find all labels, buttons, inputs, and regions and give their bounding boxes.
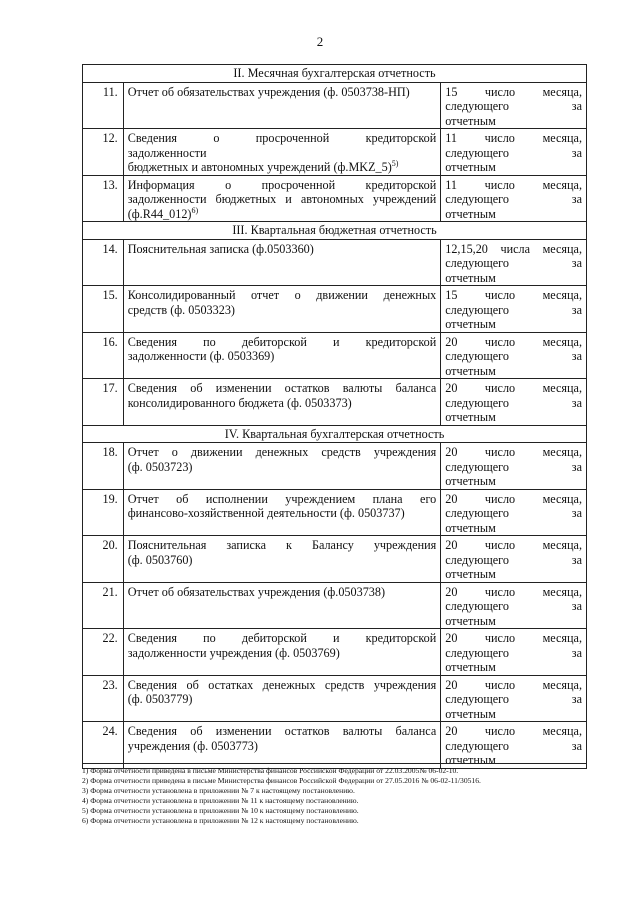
- deadline: [441, 175, 587, 222]
- deadline: [441, 332, 587, 379]
- report-name-line: Сведения о просроченной кредиторской: [127, 131, 437, 145]
- row-number: 14.: [83, 239, 124, 286]
- table-row: [83, 675, 587, 722]
- deadline-line: следующего за: [445, 395, 582, 410]
- deadline: [441, 582, 587, 629]
- report-name-line: Сведения по дебиторской и кредиторской: [127, 334, 437, 349]
- table-row: [83, 379, 587, 426]
- deadline: [441, 629, 587, 676]
- table-row: [83, 582, 587, 629]
- deadline-line: отчетным: [445, 753, 496, 767]
- deadline-line: отчетным: [445, 206, 496, 221]
- deadline-line: следующего за: [445, 599, 582, 613]
- deadline-line: 20 число месяца,: [445, 724, 582, 738]
- deadline-line: отчетным: [445, 474, 496, 488]
- deadline-line: 20 число месяца,: [445, 381, 582, 395]
- report-name-line: средств (ф. 0503323): [127, 302, 235, 317]
- row-number: 11.: [83, 82, 124, 129]
- row-number: 12.: [83, 129, 124, 176]
- deadline-line: 20 число месяца,: [445, 584, 582, 599]
- table-row: [83, 629, 587, 676]
- section-header: [83, 222, 587, 240]
- report-name-line: Отчет об обязательствах учреждения (ф. 0503738-НП): [127, 84, 410, 99]
- deadline-line: следующего за: [445, 99, 582, 113]
- report-name-line: Отчет об исполнении учреждением плана его: [127, 491, 437, 506]
- deadline-line: 15 число месяца,: [445, 288, 582, 302]
- deadline-line: следующего за: [445, 192, 582, 206]
- report-name-line: финансово-хозяйственной деятельности (ф. 0503737): [127, 506, 405, 520]
- deadline-line: следующего за: [445, 459, 582, 474]
- deadline-line: отчетным: [445, 520, 496, 535]
- table-row: [83, 175, 587, 222]
- section-header: [83, 425, 587, 443]
- deadline-line: 12,15,20 числа месяца,: [445, 241, 582, 256]
- report-name: [123, 675, 441, 722]
- deadline-line: отчетным: [445, 660, 496, 674]
- report-name: [123, 129, 441, 176]
- table-row: [83, 536, 587, 583]
- row-number: 17.: [83, 379, 124, 426]
- deadline-line: 20 число месяца,: [445, 491, 582, 506]
- deadline-line: 20 число месяца,: [445, 445, 582, 459]
- row-number: 16.: [83, 332, 124, 379]
- table-row: [83, 129, 587, 176]
- deadline-line: 20 число месяца,: [445, 334, 582, 349]
- report-name: [123, 332, 441, 379]
- deadline: [441, 286, 587, 333]
- report-name-line: задолженности бюджетных и автономных учреждений: [127, 192, 437, 206]
- report-name: [123, 489, 441, 536]
- row-number: 20.: [83, 536, 124, 583]
- footnote: 4) Форма отчетности установлена в приложении № 11 к настоящему постановлению.: [82, 796, 359, 805]
- report-name-line: Пояснительная записка к Балансу учреждения: [127, 538, 437, 552]
- deadline-line: 20 число месяца,: [445, 677, 582, 692]
- section-title: III. Квартальная бюджетная отчетность: [83, 222, 587, 240]
- reporting-table: [82, 64, 587, 769]
- report-name-line: Сведения об остатках денежных средств учреждения: [127, 677, 437, 692]
- report-name: [123, 629, 441, 676]
- deadline: [441, 536, 587, 583]
- deadline-line: 20 число месяца,: [445, 631, 582, 645]
- report-name: [123, 443, 441, 490]
- table-row: [83, 82, 587, 129]
- footnote: 2) Форма отчетности приведена в письме Министерства финансов Российской Федерации от 27.05.2016 № 06-02-11/30516.: [82, 776, 481, 785]
- table-row: [83, 286, 587, 333]
- row-number: 24.: [83, 722, 124, 769]
- footnote-ref: 6): [191, 205, 199, 215]
- report-name: [123, 582, 441, 629]
- section-title: II. Месячная бухгалтерская отчетность: [83, 65, 587, 83]
- deadline-line: отчетным: [445, 410, 496, 424]
- deadline-line: отчетным: [445, 270, 496, 285]
- footnotes: [82, 763, 587, 826]
- deadline-line: следующего за: [445, 738, 582, 753]
- report-name-line: задолженности учреждения (ф. 0503769): [127, 645, 340, 660]
- deadline-line: следующего за: [445, 349, 582, 363]
- table-row: [83, 239, 587, 286]
- report-name: [123, 536, 441, 583]
- report-name-line: (ф. 0503779): [127, 692, 193, 706]
- table-row: [83, 722, 587, 769]
- row-number: 15.: [83, 286, 124, 333]
- deadline-line: следующего за: [445, 692, 582, 706]
- deadline: [441, 489, 587, 536]
- footnote: 6) Форма отчетности установлена в приложении № 12 к настоящему постановлению.: [82, 816, 359, 825]
- deadline: [441, 443, 587, 490]
- deadline-line: 11 число месяца,: [445, 131, 582, 145]
- report-name-line: Консолидированный отчет о движении денежных: [127, 288, 437, 302]
- report-name: [123, 286, 441, 333]
- deadline: [441, 675, 587, 722]
- row-number: 13.: [83, 175, 124, 222]
- footnote: 3) Форма отчетности установлена в приложении № 7 к настоящему постановлению.: [82, 786, 355, 795]
- report-name-line: Сведения об изменении остатков валюты баланса: [127, 724, 437, 738]
- row-number: 19.: [83, 489, 124, 536]
- deadline: [441, 722, 587, 769]
- deadline-line: отчетным: [445, 113, 496, 128]
- deadline-line: отчетным: [445, 567, 496, 581]
- footnote-ref: 5): [391, 158, 399, 168]
- table-row: [83, 332, 587, 379]
- report-name-line: консолидированного бюджета (ф. 0503373): [127, 395, 352, 410]
- deadline: [441, 379, 587, 426]
- report-name: [123, 379, 441, 426]
- deadline-line: отчетным: [445, 706, 496, 721]
- section-header: [83, 65, 587, 83]
- report-name-line: Пояснительная записка (ф.0503360): [127, 241, 314, 256]
- report-name-line: (ф. 0503723): [127, 459, 193, 474]
- report-name-line: Отчет об обязательствах учреждения (ф.0503738): [127, 584, 386, 599]
- report-name-line: Сведения об изменении остатков валюты баланса: [127, 381, 437, 395]
- deadline: [441, 129, 587, 176]
- report-name-line: (ф.R44_012): [127, 206, 192, 221]
- deadline-line: отчетным: [445, 613, 496, 628]
- report-name-line: Информация о просроченной кредиторской: [127, 177, 437, 192]
- report-name-line: бюджетных и автономных учреждений (ф.MKZ_5): [127, 160, 392, 174]
- deadline-line: следующего за: [445, 256, 582, 270]
- row-number: 22.: [83, 629, 124, 676]
- footnote: 1) Форма отчетности приведена в письме Министерства финансов Российской Федерации от 22.03.2005№ 06-02-10.: [82, 766, 459, 775]
- page-number: 2: [316, 34, 324, 49]
- table-row: [83, 489, 587, 536]
- report-name-line: Отчет о движении денежных средств учреждения: [127, 445, 437, 459]
- section-title: IV. Квартальная бухгалтерская отчетность: [83, 425, 587, 443]
- footnote: 5) Форма отчетности установлена в приложении № 10 к настоящему постановлению.: [82, 806, 359, 815]
- deadline-line: 11 число месяца,: [445, 177, 582, 192]
- row-number: 18.: [83, 443, 124, 490]
- footnote-rule: [82, 763, 587, 764]
- row-number: 23.: [83, 675, 124, 722]
- deadline-line: следующего за: [445, 552, 582, 567]
- deadline: [441, 239, 587, 286]
- report-name: [123, 239, 441, 286]
- report-name: [123, 175, 441, 222]
- deadline-line: 20 число месяца,: [445, 538, 582, 552]
- report-name-line: учреждения (ф. 0503773): [127, 738, 258, 753]
- deadline-line: отчетным: [445, 160, 496, 174]
- deadline-line: 15 число месяца,: [445, 84, 582, 99]
- deadline-line: следующего за: [445, 506, 582, 520]
- table-row: [83, 443, 587, 490]
- report-name-line: задолженности: [127, 145, 207, 160]
- deadline-line: следующего за: [445, 145, 582, 160]
- row-number: 21.: [83, 582, 124, 629]
- deadline-line: следующего за: [445, 302, 582, 317]
- report-name: [123, 82, 441, 129]
- deadline-line: отчетным: [445, 363, 496, 378]
- report-name-line: Сведения по дебиторской и кредиторской: [127, 631, 437, 645]
- report-name-line: (ф. 0503760): [127, 552, 193, 567]
- report-name: [123, 722, 441, 769]
- deadline: [441, 82, 587, 129]
- report-name-line: задолженности (ф. 0503369): [127, 349, 275, 363]
- deadline-line: отчетным: [445, 317, 496, 331]
- deadline-line: следующего за: [445, 645, 582, 660]
